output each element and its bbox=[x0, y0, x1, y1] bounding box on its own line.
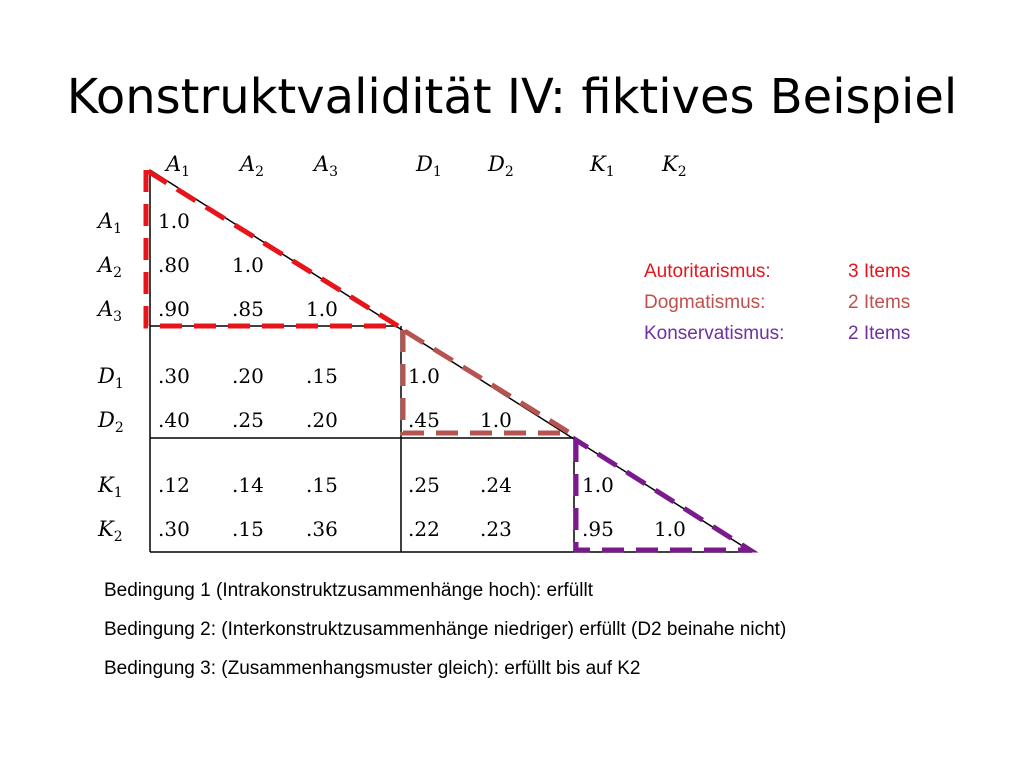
row-label: $A_1$ bbox=[98, 209, 123, 237]
matrix-cell: .20 bbox=[306, 408, 338, 432]
matrix-cell: .30 bbox=[158, 517, 190, 541]
row-labels bbox=[96, 209, 124, 545]
matrix-cell: 1.0 bbox=[582, 473, 614, 497]
matrix-cell: .24 bbox=[480, 473, 512, 497]
matrix-cell: 1.0 bbox=[306, 297, 338, 321]
row-label: $K_2$ bbox=[98, 517, 123, 545]
matrix-cell: .25 bbox=[408, 473, 440, 497]
matrix-cell: .20 bbox=[232, 364, 264, 388]
matrix-cell: 1.0 bbox=[408, 364, 440, 388]
legend-row-dogmatismus bbox=[644, 287, 910, 318]
column-label: $K_2$ bbox=[662, 152, 687, 180]
legend-count: 2 Items bbox=[848, 323, 911, 344]
legend-row-konservatismus bbox=[644, 318, 910, 349]
row-label: $A_3$ bbox=[98, 297, 123, 325]
matrix-cell: 1.0 bbox=[480, 408, 512, 432]
conditions-list bbox=[104, 576, 904, 693]
matrix-cell: .25 bbox=[232, 408, 264, 432]
slide-title: Konstruktvalidität IV: fiktives Beispiel bbox=[66, 69, 958, 125]
matrix-cell: .45 bbox=[408, 408, 440, 432]
matrix-cell: .40 bbox=[158, 408, 190, 432]
matrix-cell: .14 bbox=[232, 473, 264, 497]
matrix-cells bbox=[158, 209, 686, 541]
matrix-cell: .15 bbox=[232, 517, 264, 541]
legend bbox=[644, 256, 910, 349]
column-label: $A_3$ bbox=[314, 152, 339, 180]
matrix-cell: .15 bbox=[306, 473, 338, 497]
matrix-cell: 1.0 bbox=[232, 253, 264, 277]
condition-1: Bedingung 1 (Intrakonstruktzusammenhänge hoch): erfüllt bbox=[104, 580, 593, 601]
column-label: $A_1$ bbox=[166, 152, 191, 180]
condition-2: Bedingung 2: (Interkonstruktzusammenhänge niedriger) erfüllt (D2 beinahe nicht) bbox=[104, 619, 787, 640]
column-label: $K_1$ bbox=[590, 152, 615, 180]
matrix-cell: 1.0 bbox=[654, 517, 686, 541]
column-label: $D_1$ bbox=[416, 152, 442, 180]
column-label: $A_2$ bbox=[240, 152, 265, 180]
matrix-cell: .12 bbox=[158, 473, 190, 497]
legend-name: Dogmatismus: bbox=[644, 292, 766, 313]
column-labels bbox=[164, 152, 687, 180]
legend-count: 2 Items bbox=[848, 292, 911, 313]
legend-name: Autoritarismus: bbox=[644, 261, 771, 282]
column-label: $D_2$ bbox=[488, 152, 514, 180]
matrix-cell: .30 bbox=[158, 364, 190, 388]
matrix-cell: .95 bbox=[582, 517, 614, 541]
matrix-cell: 1.0 bbox=[158, 209, 190, 233]
matrix-cell: .15 bbox=[306, 364, 338, 388]
condition-3: Bedingung 3: (Zusammenhangsmuster gleich): erfüllt bis auf K2 bbox=[104, 658, 641, 679]
matrix-cell: .22 bbox=[408, 517, 440, 541]
matrix-cell: .80 bbox=[158, 253, 190, 277]
matrix-cell: .85 bbox=[232, 297, 264, 321]
matrix-cell: .90 bbox=[158, 297, 190, 321]
legend-row-autoritarismus bbox=[644, 256, 910, 287]
matrix-cell: .23 bbox=[480, 517, 512, 541]
row-label: $K_1$ bbox=[98, 473, 123, 501]
row-label: $A_2$ bbox=[98, 253, 123, 281]
row-label: $D_2$ bbox=[98, 408, 124, 436]
legend-name: Konservatismus: bbox=[644, 323, 785, 344]
legend-count: 3 Items bbox=[848, 261, 911, 282]
row-label: $D_1$ bbox=[98, 364, 124, 392]
matrix-cell: .36 bbox=[306, 517, 338, 541]
